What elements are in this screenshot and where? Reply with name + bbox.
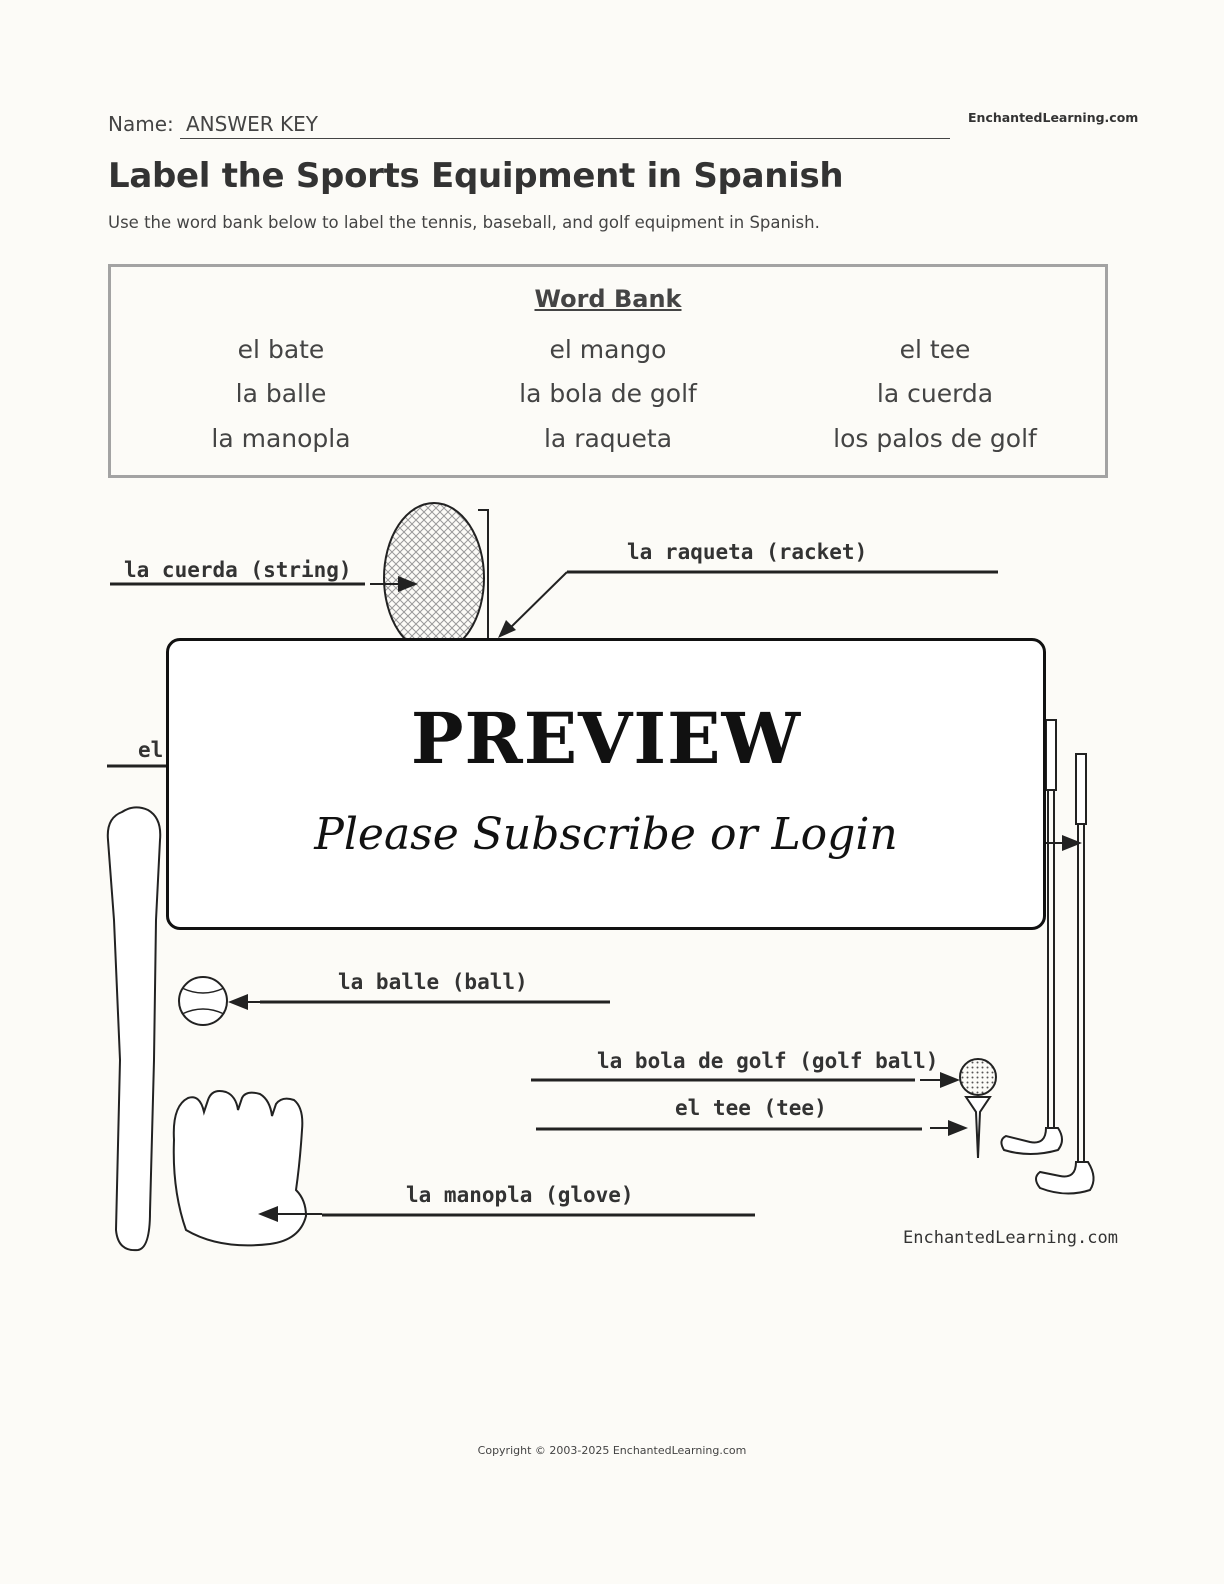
arrow-head	[228, 994, 248, 1010]
label-balle: la balle (ball)	[338, 970, 528, 994]
word-bank-item: la cuerda	[876, 379, 994, 408]
word-bank	[108, 264, 1108, 478]
preview-overlay[interactable]	[166, 638, 1046, 930]
baseball-glove-icon	[174, 1091, 306, 1245]
baseball-bat-icon	[108, 807, 160, 1250]
golf-ball-icon	[960, 1059, 996, 1095]
word-bank-item: el tee	[899, 335, 971, 364]
label-tee: el tee (tee)	[675, 1096, 827, 1120]
arrow-head	[940, 1072, 960, 1088]
label-raqueta: la raqueta (racket)	[627, 540, 868, 564]
word-bank-title: Word Bank	[534, 285, 682, 313]
copyright: Copyright © 2003-2025 EnchantedLearning.com	[477, 1444, 747, 1457]
label-partial: el	[138, 738, 164, 762]
word-bank-item: la manopla	[211, 424, 351, 453]
word-bank-item: la bola de golf	[519, 379, 697, 408]
name-underline	[180, 138, 950, 139]
arrow-line	[508, 572, 567, 630]
golf-tee-icon	[966, 1097, 990, 1158]
arrow-head	[948, 1120, 968, 1136]
site-name-top: EnchantedLearning.com	[968, 110, 1139, 125]
word-bank-item: el bate	[237, 335, 325, 364]
word-bank-item: la raqueta	[543, 424, 673, 453]
arrow-head	[498, 620, 516, 638]
baseball-icon	[179, 977, 227, 1025]
label-bola: la bola de golf (golf ball)	[597, 1049, 939, 1073]
word-bank-item: los palos de golf	[833, 424, 1037, 453]
site-name-diagram: EnchantedLearning.com	[903, 1228, 1118, 1248]
name-value: ANSWER KEY	[186, 112, 318, 136]
name-label: Name:	[108, 112, 174, 136]
label-manopla: la manopla (glove)	[406, 1183, 634, 1207]
word-bank-item: la balle	[235, 379, 327, 408]
page-title: Label the Sports Equipment in Spanish	[108, 156, 844, 196]
preview-title: PREVIEW	[410, 697, 802, 780]
subscribe-login-prompt[interactable]: Please Subscribe or Login	[314, 809, 898, 860]
label-cuerda: la cuerda (string)	[124, 558, 352, 582]
instructions: Use the word bank below to label the tennis, baseball, and golf equipment in Spanish.	[108, 213, 820, 232]
word-bank-item: el mango	[549, 335, 667, 364]
